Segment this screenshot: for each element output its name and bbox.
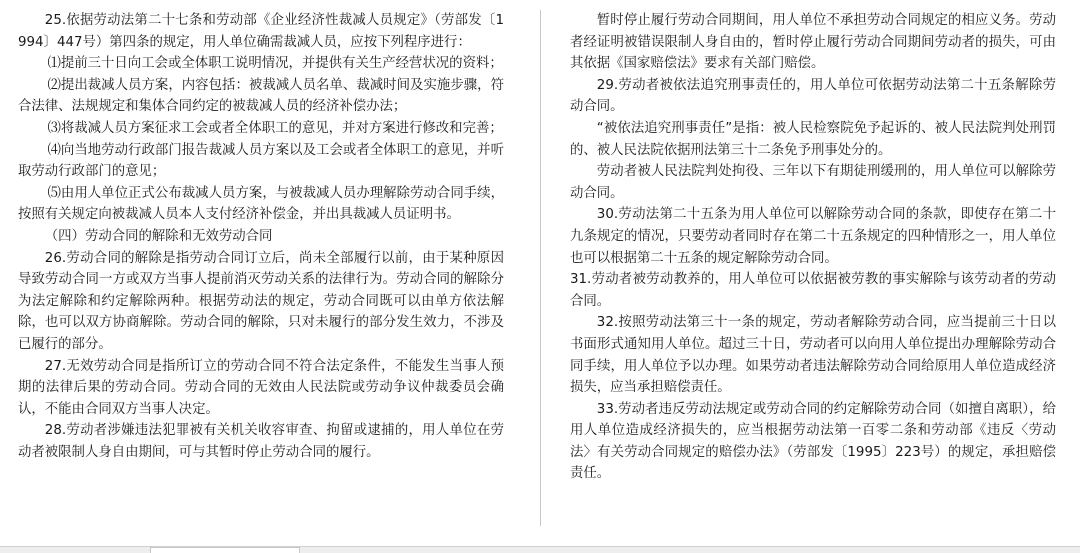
paragraph-31: 31.劳动者被劳动教养的，用人单位可以依据被劳教的事实解除与该劳动者的劳动合同。 <box>570 272 1056 309</box>
column-divider <box>540 10 541 526</box>
paragraph-29: 29.劳动者被依法追究刑事责任的，用人单位可依据劳动法第二十五条解除劳动合同。 <box>570 77 1056 115</box>
paragraph-30: 30.劳动法第二十五条为用人单位可以解除劳动合同的条款，即使存在第二十九条规定的情况，只要劳动者同时存在第二十五条规定的四种情形之一，用人单位也可以根据第二十五条的规定解除劳动合同。 <box>570 207 1056 266</box>
paragraph-32: 32.按照劳动法第三十一条的规定，劳动者解除劳动合同，应当提前三十日以书面形式通知用人单位。超过三十日，劳动者可以向用人单位提出办理解除劳动合同手续，用人单位予以办理。如果劳动者违法解除劳动合同给原用人单位造成经济损失，应当承担赔偿责任。 <box>570 315 1056 396</box>
scrollbar-thumb[interactable] <box>150 547 300 553</box>
paragraph-33: 33.劳动者违反劳动法规定或劳动合同的约定解除劳动合同（如擅自离职），给用人单位造成经济损失的，应当根据劳动法第一百零二条和劳动部《违反〈劳动法〉有关劳动合同规定的赔偿办法》（劳部发〔1995〕223号）的规定，承担赔偿责任。 <box>570 401 1056 482</box>
right-column <box>570 10 1056 485</box>
step-2: ⑵提出裁减人员方案，内容包括：被裁减人员名单、裁减时间及实施步骤，符合法律、法规规定和集体合同约定的被裁减人员的经济补偿办法； <box>18 77 504 115</box>
paragraph-25: 25.依据劳动法第二十七条和劳动部《企业经济性裁减人员规定》（劳部发〔1994〕447号）第四条的规定，用人单位确需裁减人员，应按下列程序进行： <box>18 13 504 50</box>
paragraph-26: 26.劳动合同的解除是指劳动合同订立后，尚未全部履行以前，由于某种原因导致劳动合同一方或双方当事人提前消灭劳动关系的法律行为。劳动合同的解除分为法定解除和约定解除两种。根据劳动法的规定，劳动合同既可以由单方依法解除，也可以双方协商解除。劳动合同的解除，只对未履行的部分发生效力，不涉及已履行的部分。 <box>18 250 504 352</box>
paragraph-28-continued: 暂时停止履行劳动合同期间，用人单位不承担劳动合同规定的相应义务。劳动者经证明被错误限制人身自由的，暂时停止履行劳动合同期间劳动者的损失，可由其依据《国家赔偿法》要求有关部门赔偿。 <box>570 13 1056 72</box>
step-1: ⑴提前三十日向工会或全体职工说明情况，并提供有关生产经营状况的资料； <box>47 56 503 72</box>
paragraph-27: 27.无效劳动合同是指所订立的劳动合同不符合法定条件，不能发生当事人预期的法律后果的劳动合同。劳动合同的无效由人民法院或劳动争议仲裁委员会确认，不能由合同双方当事人决定。 <box>18 358 504 417</box>
paragraph-29-definition: “被依法追究刑事责任”是指：被人民检察院免予起诉的、被人民法院判处刑罚的、被人民法院依据刑法第三十二条免予刑事处分的。 <box>570 120 1056 158</box>
paragraph-28: 28.劳动者涉嫌违法犯罪被有关机关收容审查、拘留或逮捕的，用人单位在劳动者被限制人身自由期间，可与其暂时停止劳动合同的履行。 <box>18 423 504 460</box>
left-column <box>18 10 504 463</box>
paragraph-29-extra: 劳动者被人民法院判处拘役、三年以下有期徒刑缓刑的，用人单位可以解除劳动合同。 <box>570 164 1056 201</box>
step-5: ⑸由用人单位正式公布裁减人员方案，与被裁减人员办理解除劳动合同手续，按照有关规定向被裁减人员本人支付经济补偿金，并出具裁减人员证明书。 <box>18 185 504 223</box>
step-3: ⑶将裁减人员方案征求工会或者全体职工的意见，并对方案进行修改和完善； <box>47 120 503 136</box>
section-heading-4: （四）劳动合同的解除和无效劳动合同 <box>44 228 273 244</box>
step-4: ⑷向当地劳动行政部门报告裁减人员方案以及工会或者全体职工的意见，并听取劳动行政部门的意见； <box>18 142 504 180</box>
